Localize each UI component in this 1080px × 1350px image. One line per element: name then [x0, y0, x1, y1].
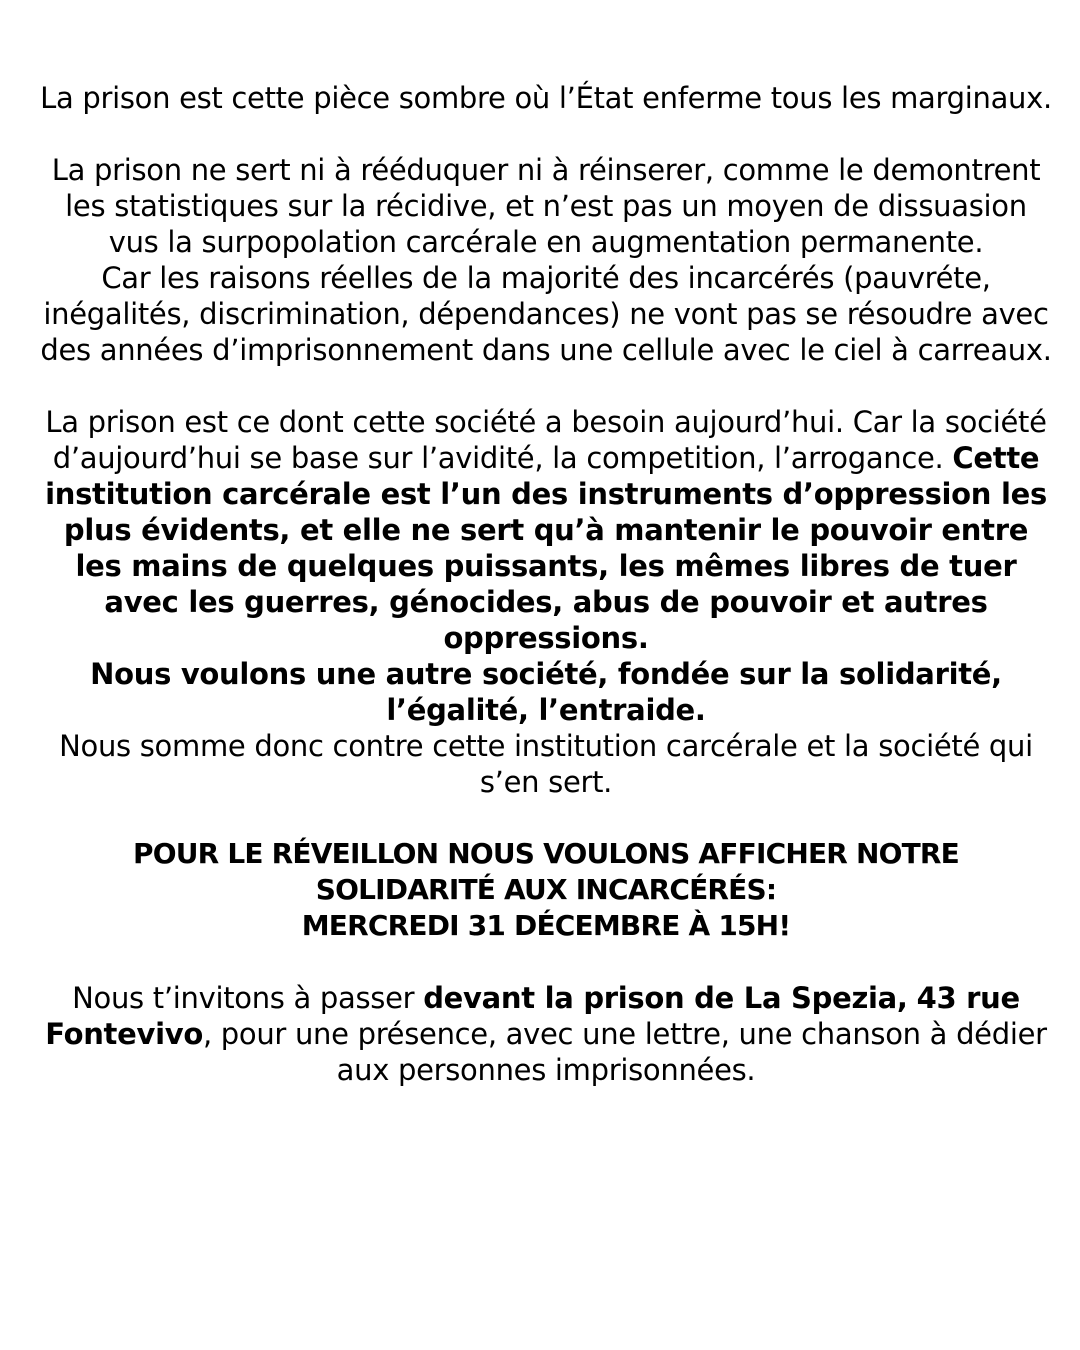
- paragraph-spacer: [40, 116, 1052, 152]
- paragraph-3-text-b: Nous somme donc contre cette institution carcérale et la société qui s’en sert.: [59, 729, 1033, 799]
- paragraph-1-text: La prison est cette pièce sombre où l’État enferme tous les marginaux.: [40, 81, 1052, 115]
- invitation-text-a: Nous t’invitons à passer: [72, 981, 415, 1015]
- paragraph-prison-purpose: [40, 152, 1052, 368]
- paragraph-society: [40, 404, 1052, 800]
- poster-text: [40, 80, 1052, 1088]
- invitation-location: devant la prison de La Spezia,: [423, 981, 908, 1015]
- paragraph-2-text-a: La prison ne sert ni à rééduquer ni à réinserer, comme le demontrent les statistiques sur la récidive, et n’est pas un moyen de dissuasion vus la surpopolation carcérale en augmentation permanente.: [51, 153, 1041, 259]
- paragraph-spacer: [40, 368, 1052, 404]
- announcement-line-1: POUR LE RÉVEILLON NOUS VOULONS AFFICHER NOTRE: [132, 837, 960, 870]
- paragraph-3-text-a: La prison est ce dont cette société a besoin aujourd’hui. Car la société d’aujourd’hui se base sur l’avidité, la competition, l’arrogance.: [45, 405, 1047, 475]
- invitation-address: 43 rue Fontevivo: [45, 981, 1020, 1051]
- paragraph-2-text-b: Car les raisons réelles de la majorité des incarcérés (pauvréte, inégalités, discrimination, dépendances) ne vont pas se résoudre avec des années d’imprisonnement dans une cellule avec le ciel à carreaux.: [40, 261, 1052, 367]
- paragraph-spacer: [40, 944, 1052, 980]
- paragraph-spacer: [40, 800, 1052, 836]
- announcement-date: MERCREDI 31 DÉCEMBRE À 15H!: [301, 909, 791, 942]
- paragraph-3-bold-b: Nous voulons une autre société, fondée sur la solidarité, l’égalité, l’entraide.: [90, 657, 1002, 727]
- announcement-heading: [40, 836, 1052, 944]
- invitation-text-b: , pour une présence, avec une lettre, une chanson à dédier aux personnes imprisonnées.: [202, 1017, 1047, 1087]
- announcement-line-2: SOLIDARITÉ AUX INCARCÉRÉS:: [315, 873, 777, 906]
- paragraph-prison-definition: [40, 80, 1052, 116]
- paragraph-3-bold-a: Cette institution carcérale est l’un des instruments d’oppression les plus évidents, et elle ne sert qu’à mantenir le pouvoir entre les mains de quelques puissants, les mêmes libres de tuer avec les guerres, génocides, abus de pouvoir et autres oppressions.: [45, 441, 1047, 655]
- paragraph-invitation: [40, 980, 1052, 1088]
